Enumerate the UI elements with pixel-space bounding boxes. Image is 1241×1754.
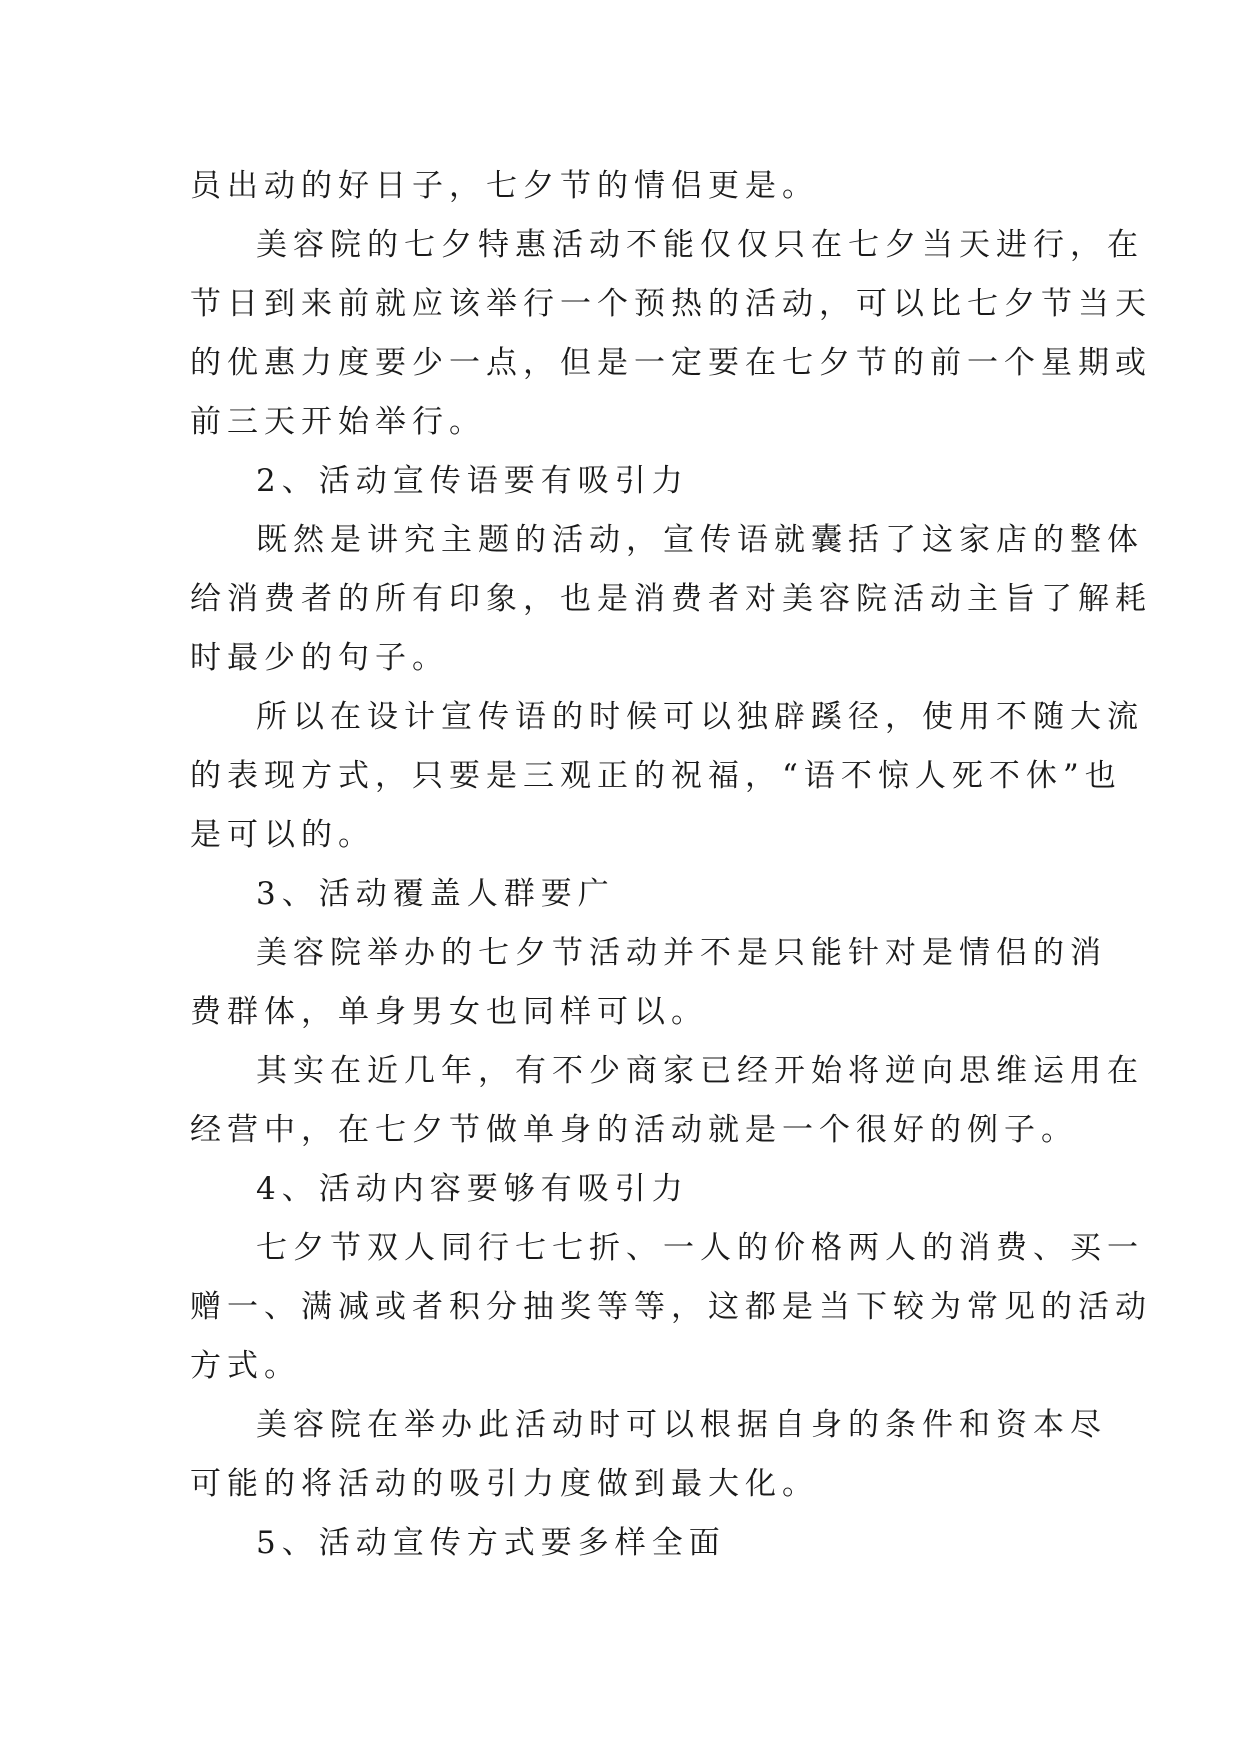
paragraph-first-line: 七夕节双人同行七七折、一人的价格两人的消费、买一 <box>256 1230 1144 1266</box>
body-text-line: 给消费者的所有印象，也是消费者对美容院活动主旨了解耗 <box>190 581 1152 617</box>
body-text-line: 的优惠力度要少一点，但是一定要在七夕节的前一个星期或 <box>190 345 1152 381</box>
body-text-line: 费群体，单身男女也同样可以。 <box>190 994 708 1030</box>
body-text-line: 前三天开始举行。 <box>190 404 486 440</box>
section-heading: 4、活动内容要够有吸引力 <box>256 1171 689 1207</box>
paragraph-first-line: 既然是讲究主题的活动，宣传语就囊括了这家店的整体 <box>256 522 1144 558</box>
body-text-line: 经营中，在七夕节做单身的活动就是一个很好的例子。 <box>190 1112 1078 1148</box>
body-text-line: 赠一、满减或者积分抽奖等等，这都是当下较为常见的活动 <box>190 1289 1152 1325</box>
body-text-line: 方式。 <box>190 1348 301 1384</box>
body-text-line: 节日到来前就应该举行一个预热的活动，可以比七夕节当天 <box>190 286 1152 322</box>
paragraph-first-line: 美容院的七夕特惠活动不能仅仅只在七夕当天进行，在 <box>256 227 1144 263</box>
paragraph-first-line: 其实在近几年，有不少商家已经开始将逆向思维运用在 <box>256 1053 1144 1089</box>
section-heading: 2、活动宣传语要有吸引力 <box>256 463 689 499</box>
body-text-line: 的表现方式，只要是三观正的祝福，“语不惊人死不休”也 <box>190 758 1122 794</box>
paragraph-first-line: 美容院举办的七夕节活动并不是只能针对是情侣的消 <box>256 935 1107 971</box>
section-heading: 5、活动宣传方式要多样全面 <box>256 1525 726 1561</box>
body-text-line: 是可以的。 <box>190 817 375 853</box>
section-heading: 3、活动覆盖人群要广 <box>256 876 615 912</box>
body-text-line: 员出动的好日子，七夕节的情侣更是。 <box>190 168 819 204</box>
body-text-line: 时最少的句子。 <box>190 640 449 676</box>
paragraph-first-line: 所以在设计宣传语的时候可以独辟蹊径，使用不随大流 <box>256 699 1144 735</box>
paragraph-first-line: 美容院在举办此活动时可以根据自身的条件和资本尽 <box>256 1407 1107 1443</box>
body-text-line: 可能的将活动的吸引力度做到最大化。 <box>190 1466 819 1502</box>
